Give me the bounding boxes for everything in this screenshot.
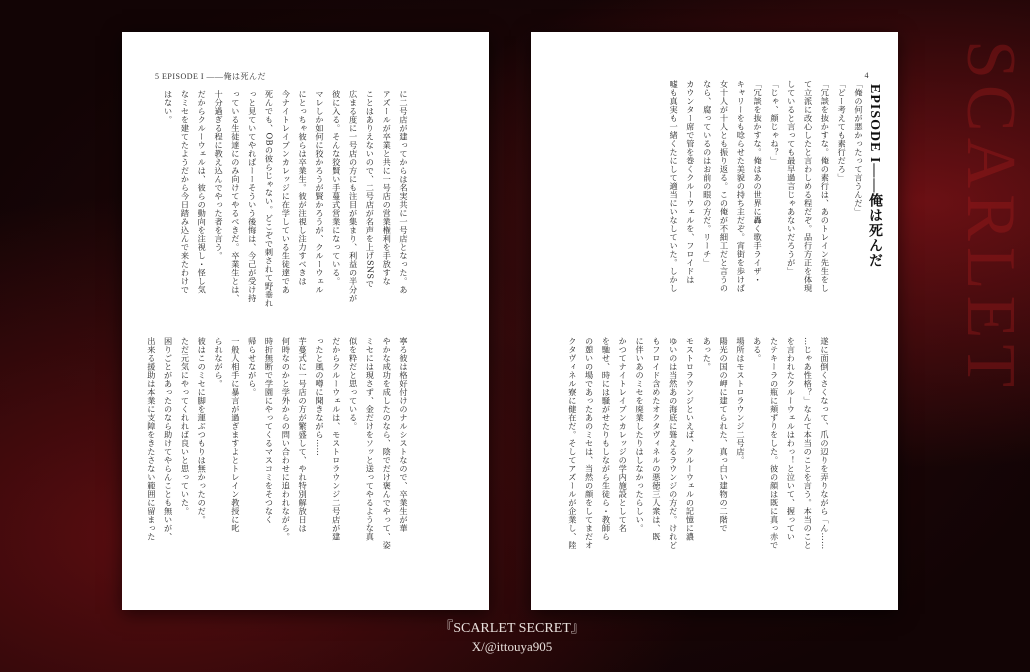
text-line: 死んでも、OBの彼らじゃない。どこぞで刺されて野垂れ	[264, 90, 275, 308]
text-line: 芋蔓式に一号店の方が繁盛して、やれ特別解放日は	[298, 337, 309, 533]
page-number: 4	[864, 71, 869, 80]
text-line: 「どー考えても素行だろ」	[837, 80, 848, 182]
text-line: 困りごとがあったのなら助けてやらんことも無いが、	[163, 337, 174, 541]
text-line: していると言っても最早過言じゃあないだろうが」	[786, 80, 797, 276]
text-line: キャリーをも唸らせた美貌の持ち主だぞ。宵街を歩けば	[736, 80, 747, 293]
author-handle: X/@ittouya905	[471, 639, 553, 654]
text-line: 出来る援助は本業に支障をきたさない範囲に留まった	[146, 337, 157, 541]
text-line: 陽光の国の岬に建てられた、真っ白い建物の二階で	[719, 337, 730, 533]
text-line: ゆいのは当然あの海底に聳えるラウンジの方だ。けれど	[668, 337, 679, 550]
text-line: 嘘も真実も一緒くたにして適当にいなしていた。しかし	[669, 80, 680, 293]
text-line: 何時なのかと学外からの問い合わせに追われながら。	[281, 337, 292, 541]
text-line: 十分過ぎる程に教え込んでやった者を言う。	[214, 90, 225, 260]
left-page	[122, 32, 489, 610]
text-line: 帰らせながら。	[247, 337, 258, 397]
text-line: 「じゃ、顔じゃね？」	[769, 80, 780, 165]
text-line: 一般人相手に暴言が過ぎますよとトレイン教授に叱	[230, 337, 241, 533]
text-line: 時折無断で学園にやってくるマスコミをそつなく	[264, 337, 275, 524]
text-line: っている生徒達にのみ向けてやるべきだ。卒業生とは、	[230, 90, 241, 303]
text-line: を言われたクルーウェルはわっ！と泣いて、握ってい	[786, 337, 797, 541]
episode-title: EPISODE I——俺は死んだ	[867, 84, 882, 269]
text-line: なら、腐っているのはお前の眼の方だ。リーチ」	[702, 80, 713, 267]
text-block-top	[611, 80, 867, 320]
text-line: 「冗談を抜かすな。俺はあの世界に轟く歌手ライザ・	[753, 80, 764, 284]
text-line: に伴いあのミセを廃業したりはしなかったらしい。	[635, 337, 646, 533]
text-line: 今ナイトレイブンカレッジに在学している生徒達であ	[281, 90, 292, 294]
right-page	[531, 32, 898, 610]
text-line: ことはありえないので、二号店が名声を上げSNSで	[365, 90, 376, 288]
text-line: はない。	[163, 90, 174, 124]
text-line: クタヴィネル寮に健在だ。そしてアズールが企業し、陸	[567, 337, 578, 550]
text-line: だからクルーウェルは、彼らの動向を注視し・怪し気	[197, 90, 208, 294]
text-line: ただ元気にやってくれれば良いと思っていた。	[180, 337, 191, 516]
text-line: やかな成功を成したのなら、陰でだけ褒んでやって、姿	[382, 337, 393, 550]
text-line: …じゃあ性格？」なんて本当のことを言う。本当のこと	[803, 337, 814, 550]
text-line: カウンター席で管を巻くクルーウェルを、フロイドは	[685, 80, 696, 284]
text-line: 似を粋だと思っている。	[348, 337, 359, 431]
text-line: ミセには現さず、金だけをソッと送ってやるような真	[365, 337, 376, 541]
text-line: の憩いの場であったあのミセは、当然の顔をしてまだオ	[584, 337, 595, 550]
text-line: 場所はモストロラウンジ二号店。	[735, 337, 746, 465]
text-line: て立派に改心したと言わしめる程だぞ。品行方正を体現	[803, 80, 814, 293]
text-line: マレしか如何に狡かろうが賢かろうが、クルーウェル	[314, 90, 325, 294]
text-line: にとっちゃ彼らは卒業生。彼が注視し注力すべきは	[298, 90, 309, 286]
text-block-bottom	[146, 337, 412, 582]
page-header: 5 EPISODE I ——俺は死んだ	[155, 72, 267, 81]
text-line: アズールが卒業と共に一号店の営業権利を手放すな	[382, 90, 393, 286]
text-line: られながら。	[214, 337, 225, 388]
text-line: かつてナイトレイブンカレッジの学内施設として名	[618, 337, 629, 533]
text-line: を馳せ、時には騒がせたりもしながら生徒ら・教師ら	[601, 337, 612, 541]
background-decoration: SCARLET	[952, 40, 1029, 394]
text-line: 寧ろ彼は格好付けのナルシストなので、卒業生が華	[399, 337, 409, 533]
text-line: 彼はこのミセに脚を運ぶつもりは無かったのだ。	[197, 337, 208, 524]
text-line: 遂に面倒くさくなって、爪の辺りを弄りながら「ん……	[820, 337, 830, 550]
text-line: 「冗談を抜かすな。俺の素行は、あのトレイン先生をし	[820, 80, 831, 293]
text-line: ったと風の噂に聞きながら……	[314, 337, 325, 456]
text-line: だからクルーウェルは、モストロラウンジ二号店が建	[331, 337, 342, 541]
text-line: 「俺の何が悪かったって言うんだ」	[854, 80, 864, 216]
text-line: 広まる度に一号店の方にも注目が集まり、利益の半分が	[348, 90, 359, 303]
text-line: もフロイド含めたオクタヴィネルの悪徳三人衆は、既	[651, 337, 662, 541]
text-line: っと見ていてやればーーそういう後悔は、今己が受け持	[247, 90, 258, 303]
text-line: に二号店が建ってからは名実共に一号店となった。あ	[399, 90, 409, 294]
text-line: ある。	[752, 337, 763, 363]
text-line: あった。	[702, 337, 713, 371]
text-line: 女十人が十人とも振り返る。この俺が不細工だと言うの	[719, 80, 730, 293]
text-line: モストロラウンジといえば、クルーウェルの記憶に濃	[685, 337, 696, 541]
book-title: 『SCARLET SECRET』	[439, 621, 585, 636]
text-line: たテキーラの瓶に頬ずりをした。彼の顔は既に真っ赤で	[769, 337, 780, 550]
text-block-top	[162, 90, 412, 310]
text-line: なミセを建てたようだから今日踏み込んで来たわけで	[180, 90, 191, 294]
text-block-bottom	[567, 337, 833, 582]
text-line: 彼に入る。そんな狡賢い手蔓式営業になっている。	[331, 90, 342, 286]
